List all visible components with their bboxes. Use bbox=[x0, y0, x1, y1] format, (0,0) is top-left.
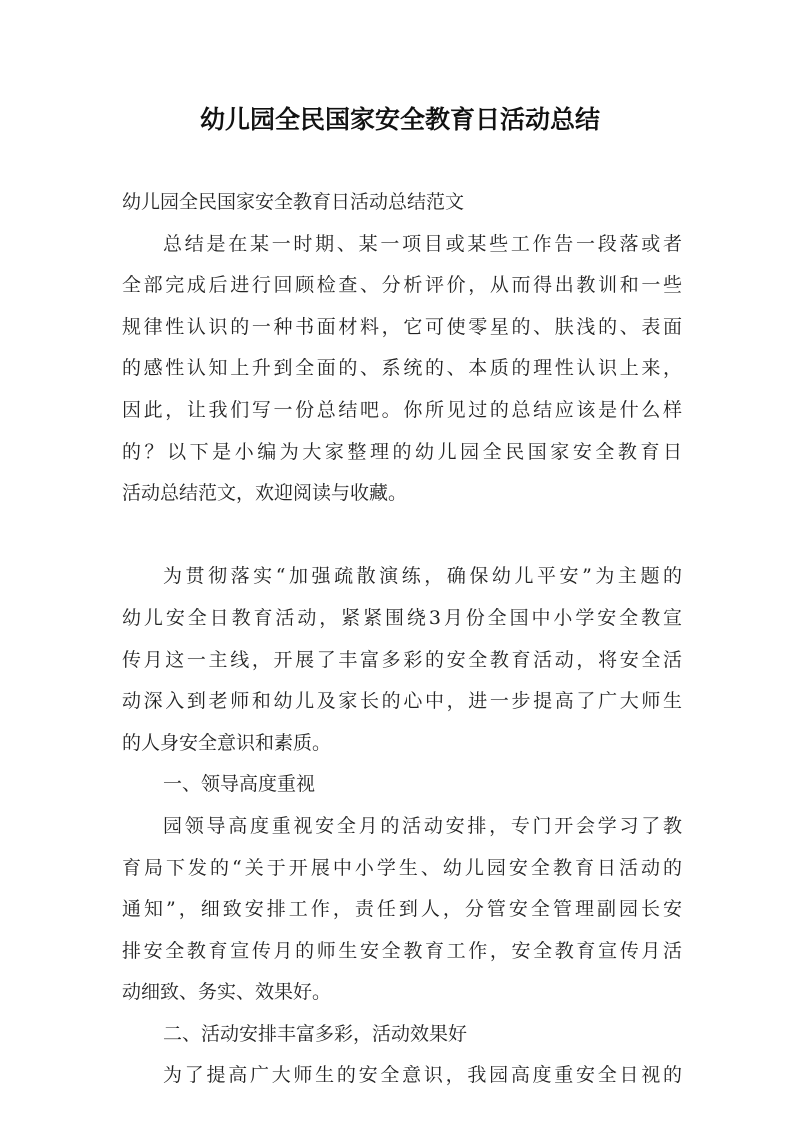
document-title: 幼儿园全民国家安全教育日活动总结 bbox=[199, 105, 600, 134]
subtitle-line: 幼儿园全民国家安全教育日活动总结范文 bbox=[122, 191, 465, 213]
paragraph-line: 动深入到老师和幼儿及家长的心中，进一步提高了广大师生 bbox=[122, 690, 682, 713]
paragraph-line: 为了提高广大师生的安全意识，我园高度重安全日视的 bbox=[163, 1064, 682, 1087]
paragraph-line: 活动总结范文，欢迎阅读与收藏。 bbox=[122, 482, 408, 505]
section-heading: 一、领导高度重视 bbox=[163, 773, 316, 796]
paragraph-line: 的人身安全意识和素质。 bbox=[122, 731, 332, 754]
section-heading: 二、活动安排丰富多彩，活动效果好 bbox=[163, 1022, 468, 1045]
paragraph-line: 总结是在某一时期、某一项目或某些工作告一段落或者 bbox=[163, 232, 682, 255]
paragraph-line: 育局下发的“关于开展中小学生、幼儿园安全教育日活动的 bbox=[122, 856, 682, 879]
paragraph-line: 因此，让我们写一份总结吧。你所见过的总结应该是什么样 bbox=[122, 398, 682, 421]
paragraph-line: 的？以下是小编为大家整理的幼儿园全民国家安全教育日 bbox=[122, 440, 682, 463]
paragraph-line: 为贯彻落实“加强疏散演练，确保幼儿平安”为主题的 bbox=[163, 565, 682, 588]
paragraph-line: 排安全教育宣传月的师生安全教育工作，安全教育宣传月活 bbox=[122, 939, 682, 962]
paragraph-line: 园领导高度重视安全月的活动安排，专门开会学习了教 bbox=[163, 814, 682, 837]
paragraph-line: 通知”，细致安排工作，责任到人，分管安全管理副园长安 bbox=[122, 898, 682, 921]
paragraph-line: 传月这一主线，开展了丰富多彩的安全教育活动，将安全活 bbox=[122, 648, 682, 671]
paragraph-line: 幼儿安全日教育活动，紧紧围绕3月份全国中小学安全教宣 bbox=[122, 606, 682, 629]
paragraph-line: 规律性认识的一种书面材料，它可使零星的、肤浅的、表面 bbox=[122, 315, 682, 338]
paragraph-line: 动细致、务实、效果好。 bbox=[122, 981, 332, 1004]
paragraph-line: 的感性认知上升到全面的、系统的、本质的理性认识上来， bbox=[122, 357, 682, 380]
document-body bbox=[122, 182, 682, 1097]
paragraph-line: 全部完成后进行回顾检查、分析评价，从而得出教训和一些 bbox=[122, 274, 682, 297]
paragraph-spacer bbox=[122, 515, 682, 557]
